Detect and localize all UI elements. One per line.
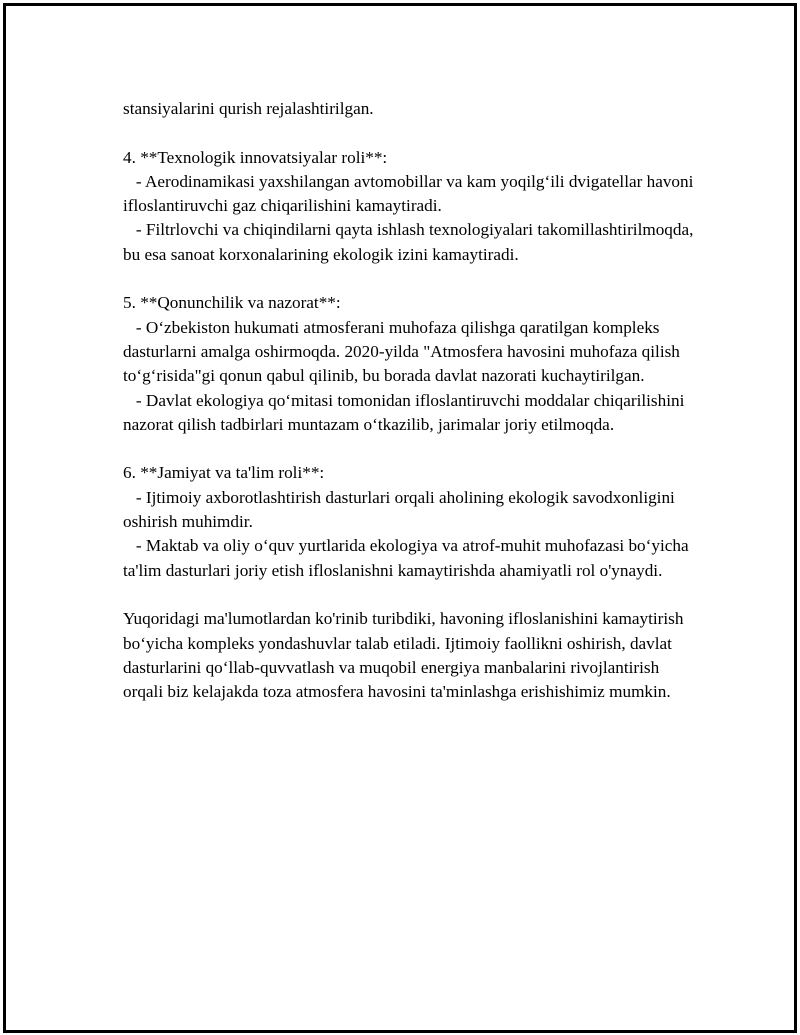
paragraph-gap <box>123 583 703 607</box>
section-society-education <box>123 461 703 582</box>
section-item: - Davlat ekologiya qo‘mitasi tomonidan ifloslantiruvchi moddalar chiqarilishini nazorat qilish tadbirlari muntazam o‘tkazilib, jarimalar joriy etilmoqda. <box>123 390 689 434</box>
section-heading-legislation: 5. **Qonunchilik va nazorat**: <box>123 293 341 313</box>
section-item: - Filtrlovchi va chiqindilarni qayta ishlash texnologiyalari takomillashtirilmoqda, bu esa sanoat korxonalarining ekologik izini kamaytiradi. <box>123 220 698 264</box>
section-item: - Ijtimoiy axborotlashtirish dasturlari orqali aholining ekologik savodxonligini oshirish muhimdir. <box>123 487 680 532</box>
page-frame <box>3 3 797 1033</box>
section-heading-society-education: 6. **Jamiyat va ta'lim roli**: <box>123 463 325 483</box>
section-item: - Maktab va oliy o‘quv yurtlarida ekologiya va atrof-muhit muhofazasi bo‘yicha ta'lim dasturlari joriy etish ifloslanishni kamaytirishda ahamiyatli rol o'ynaydi. <box>123 536 693 580</box>
intro-tail-paragraph: stansiyalarini qurish rejalashtirilgan. <box>123 99 374 118</box>
document-body <box>123 97 703 704</box>
section-item: - Aerodinamikasi yaxshilangan avtomobillar va kam yoqilg‘ili dvigatellar havoni ifloslantiruvchi gaz chiqarilishini kamaytiradi. <box>123 171 698 216</box>
paragraph-gap <box>123 121 703 145</box>
section-heading-technology: 4. **Texnologik innovatsiyalar roli**: <box>123 147 388 167</box>
section-technology <box>123 146 703 267</box>
paragraph-gap <box>123 437 703 461</box>
paragraph-gap <box>123 267 703 291</box>
section-item: - O‘zbekiston hukumati atmosferani muhofaza qilishga qaratilgan kompleks dasturlarni amalga oshirmoqda. 2020-yilda "Atmosfera havosini muhofaza qilish to‘g‘risida"gi qonun qabul qilinib, bu borada davlat nazorati kuchaytirilgan. <box>123 317 685 386</box>
conclusion-paragraph: Yuqoridagi ma'lumotlardan ko'rinib turibdiki, havoning ifloslanishini kamaytirish bo‘yicha kompleks yondashuvlar talab etiladi. Ijtimoiy faollikni oshirish, davlat dasturlarini qo‘llab-quvvatlash va muqobil energiya manbalarini rivojlantirish orqali biz kelajakda toza atmosfera havosini ta'minlashga erishishimiz mumkin. <box>123 609 688 702</box>
section-legislation <box>123 291 703 437</box>
